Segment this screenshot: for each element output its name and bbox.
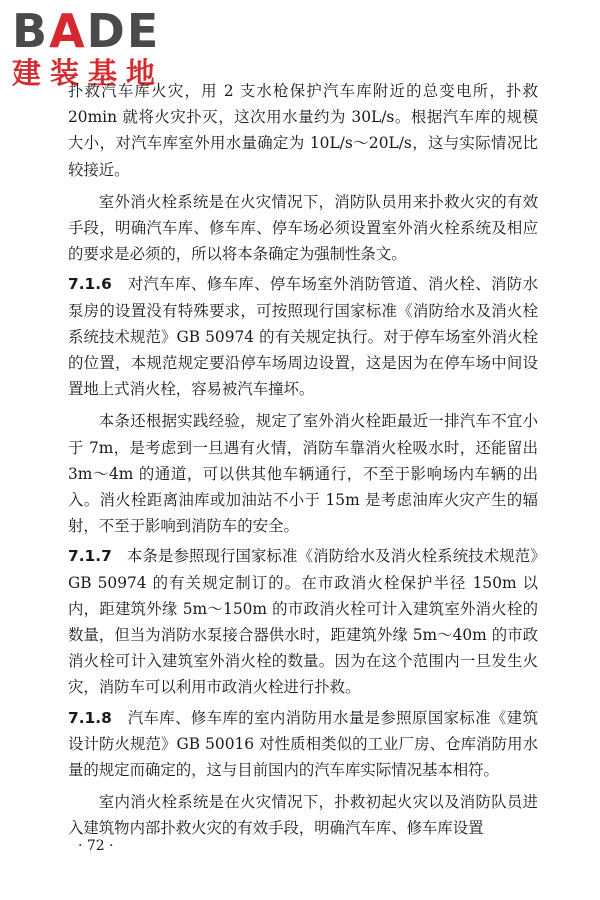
logo-subtitle: 建装基地	[12, 56, 165, 90]
clause-number: 7.1.8	[68, 708, 112, 727]
clause-text: 对汽车库、修车库、停车场室外消防管道、消火栓、消防水泵房的设置没有特殊要求，可按照现行国家标准《消防给水及消火栓系统技术规范》GB 50974 的有关规定执行。对于停车场室外消火栓的位置，本规范规定要沿停车场周边设置，这是因为在停车场中间设置地上式消火栓，容易被汽车撞坏。	[68, 275, 538, 399]
page-content	[68, 78, 538, 842]
clause-7-1-8	[68, 705, 538, 784]
paragraph: 室外消火栓系统是在火灾情况下，消防队员用来扑救火灾的有效手段，明确汽车库、修车库、停车场必须设置室外消火栓系统及相应的要求是必须的，所以将本条确定为强制性条文。	[68, 192, 538, 264]
clause-number: 7.1.7	[68, 547, 112, 566]
logo-brand-text: BADE	[12, 4, 161, 58]
paragraph-continued: 扑救汽车库火灾，用 2 支水枪保护汽车库附近的总变电所，扑救 20min 就将火灾扑灭，这次用水量约为 30L/s。根据汽车库的规模大小，对汽车库室外用水量确定为 10L/s～20L/s，这与实际情况比较接近。	[68, 82, 538, 179]
clause-text: 本条是参照现行国家标准《消防给水及消火栓系统技术规范》GB 50974 的有关规定制订的。在市政消火栓保护半径 150m 以内，距建筑外缘 5m～150m 的市政消火栓可计入建筑室外消火栓的数量，但当为消防水泵接合器供水时，距建筑外缘 5m～40m 的市政消火栓可计入建筑室外消火栓的数量。因为在这个范围内一旦发生火灾，消防车可以利用市政消火栓进行扑救。	[68, 547, 538, 697]
logo-wordmark	[12, 6, 182, 56]
clause-7-1-6	[68, 271, 538, 402]
clause-7-1-7	[68, 543, 538, 700]
clause-number: 7.1.6	[68, 275, 112, 294]
paragraph: 本条还根据实践经验，规定了室外消火栓距最近一排汽车不宜小于 7m，是考虑到一旦遇有火情，消防车靠消火栓吸水时，还能留出 3m～4m 的通道，可以供其他车辆通行，不至于影响场内车辆的出入。消火栓距离油库或加油站不小于 15m 是考虑油库火灾产生的辐射，不至于影响到消防车的安全。	[68, 412, 538, 536]
clause-text: 汽车库、修车库的室内消防用水量是参照原国家标准《建筑设计防火规范》GB 50016 对性质相类似的工业厂房、仓库消防用水量的规定而确定的，这与目前国内的汽车库实际情况基本相符。	[68, 708, 538, 780]
page-number: · 72 ·	[78, 838, 114, 854]
paragraph: 室内消火栓系统是在火灾情况下，扑救初起火灾以及消防队员进入建筑物内部扑救火灾的有效手段，明确汽车库、修车库设置	[68, 793, 538, 838]
